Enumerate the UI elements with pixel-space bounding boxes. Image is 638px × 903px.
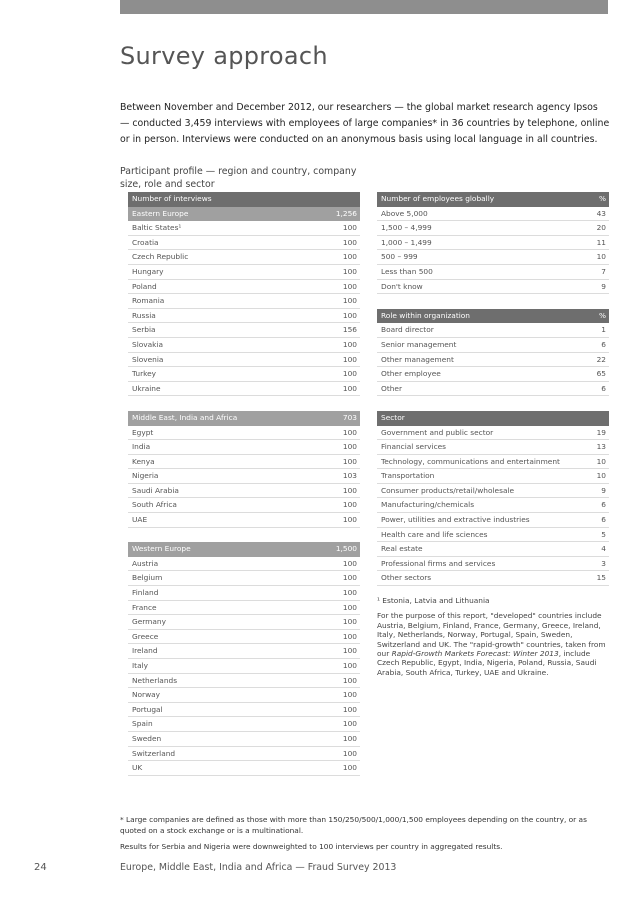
region-row-label: Eastern Europe	[132, 208, 189, 218]
table-row	[128, 469, 360, 484]
table-gap	[377, 396, 609, 411]
table-row-label: Other	[381, 383, 402, 393]
table-row-value: 100	[342, 237, 357, 247]
table-row-label: Hungary	[132, 266, 164, 276]
table-gap	[377, 294, 609, 309]
table-row	[128, 732, 360, 747]
table-row	[128, 688, 360, 703]
table-row	[128, 703, 360, 718]
top-bar	[120, 0, 608, 14]
table-row-value: 15	[596, 573, 606, 583]
table-row-label: Baltic States¹	[132, 223, 182, 233]
table-row-value: 103	[342, 471, 357, 481]
table-row	[128, 455, 360, 470]
table-row-value: 3	[601, 558, 606, 568]
table-row	[128, 250, 360, 265]
table-header-value: %	[598, 194, 606, 203]
table-row-label: Greece	[132, 631, 159, 641]
table-row	[128, 265, 360, 280]
table-row-label: Senior management	[381, 339, 457, 349]
note-developed: For the purpose of this report, "developed" countries include Austria, Belgium, Finland, France, Germany, Greece, Ireland, Italy, Netherlands, Norway, Portugal, Spain, Sweden, Switzerland and UK. The "rapid-growth" countries, taken from our Rapid-Growth Markets Forecast: Winter 2013, include Czech Republic, Egypt, India, Nigeria, Poland, Russia, Saudi Arabia, South Africa, Turkey, UAE and Ukraine.	[377, 611, 606, 677]
table-row-value: 13	[596, 442, 606, 452]
table-row-label: Sweden	[132, 733, 162, 743]
table-row-value: 6	[601, 515, 606, 525]
table-gap	[128, 528, 360, 543]
table-row-label: Other management	[381, 354, 454, 364]
table-row	[128, 615, 360, 630]
table-row	[128, 674, 360, 689]
region-row	[128, 542, 360, 557]
table-row-value: 100	[342, 748, 357, 758]
table-row	[377, 250, 609, 265]
table-row	[128, 440, 360, 455]
table-row-value: 100	[342, 281, 357, 291]
table-row-label: Italy	[132, 661, 149, 670]
table-row-value: 100	[342, 763, 357, 773]
table-row-value: 100	[342, 223, 357, 233]
profile-tables	[377, 192, 609, 586]
table-row-label: UAE	[132, 515, 148, 525]
table-row-label: Transportation	[381, 471, 435, 481]
table-row	[128, 557, 360, 572]
table-row	[128, 644, 360, 659]
table-row-value: 100	[342, 690, 357, 700]
table-row-label: Ireland	[132, 646, 158, 656]
table-row-value: 11	[596, 237, 606, 247]
table-row-value: 9	[601, 281, 606, 291]
table-row	[377, 557, 609, 572]
table-row-label: Kenya	[132, 456, 155, 466]
table-row-label: Slovakia	[132, 339, 164, 349]
table-row-label: 1,500 – 4,999	[381, 223, 432, 233]
table-row-label: South Africa	[132, 500, 177, 510]
region-row-label: Middle East, India and Africa	[132, 412, 238, 422]
table-row	[128, 323, 360, 338]
table-row-label: Government and public sector	[381, 427, 494, 437]
table-row-value: 4	[601, 544, 606, 554]
table-row-label: Financial services	[381, 442, 447, 452]
table-row	[128, 586, 360, 601]
table-header-label: Sector	[381, 412, 405, 422]
table-row-value: 6	[601, 383, 606, 393]
table-header	[377, 309, 609, 324]
table-row-label: Consumer products/retail/wholesale	[381, 485, 515, 495]
table-row-label: Ukraine	[132, 383, 161, 393]
region-row	[128, 207, 360, 222]
table-row-label: Austria	[132, 558, 159, 568]
interviews-table	[128, 192, 360, 776]
region-row-value: 703	[342, 412, 357, 422]
table-row	[377, 338, 609, 353]
table-row-label: India	[132, 442, 151, 452]
footnotes	[120, 814, 610, 857]
table-row-value: 100	[342, 442, 357, 452]
table-header-label: Number of employees globally	[381, 194, 495, 203]
table-row-value: 100	[342, 602, 357, 612]
table-row-label: Nigeria	[132, 471, 159, 481]
table-row-label: Egypt	[132, 427, 154, 437]
table-row-label: 500 – 999	[381, 252, 418, 262]
table-row-value: 100	[342, 500, 357, 510]
table-row-label: Above 5,000	[381, 208, 428, 218]
table-row-label: UK	[132, 763, 143, 773]
table-row-label: Less than 500	[381, 266, 433, 276]
table-row-value: 10	[596, 252, 606, 262]
participant-profile-label: Participant profile — region and country, company size, role and sector	[120, 166, 357, 190]
table-row-value: 22	[596, 354, 606, 364]
table-row-label: Russia	[132, 310, 156, 320]
table-row-value: 100	[342, 310, 357, 320]
table-row-value: 10	[596, 471, 606, 481]
region-row	[128, 411, 360, 426]
table-row-value: 100	[342, 383, 357, 393]
table-row-label: Germany	[132, 617, 166, 627]
table-row-label: Spain	[132, 719, 153, 729]
table-row	[128, 338, 360, 353]
table-row-value: 65	[596, 369, 606, 379]
table-header-label: Role within organization	[381, 310, 470, 320]
table-row	[377, 455, 609, 470]
table-row-label: Romania	[132, 296, 165, 306]
table-row	[128, 601, 360, 616]
table-row-value: 100	[342, 456, 357, 466]
table-row-label: Poland	[132, 281, 157, 291]
table-header-value: %	[598, 310, 606, 320]
note-baltic: ¹ Estonia, Latvia and Lithuania	[377, 596, 490, 605]
table-row	[377, 498, 609, 513]
table-row-label: Real estate	[381, 544, 423, 554]
table-row-value: 100	[342, 427, 357, 437]
table-row-value: 7	[601, 266, 606, 276]
table-row-value: 6	[601, 500, 606, 510]
table-row-label: France	[132, 602, 157, 612]
table-row	[128, 513, 360, 528]
table-row-value: 156	[342, 325, 357, 335]
table-row-value: 5	[601, 529, 606, 539]
table-row-label: Finland	[132, 588, 159, 598]
table-row	[128, 761, 360, 776]
running-title: Europe, Middle East, India and Africa — Fraud Survey 2013	[120, 862, 397, 873]
table-row	[128, 630, 360, 645]
table-row	[377, 382, 609, 397]
page-title: Survey approach	[120, 42, 328, 70]
table-row-value: 100	[342, 252, 357, 262]
table-row	[377, 367, 609, 382]
table-header-label: Number of interviews	[132, 194, 212, 203]
table-row-label: Norway	[132, 690, 161, 700]
table-row	[377, 207, 609, 222]
table-row-label: Turkey	[132, 369, 157, 379]
table-notes	[377, 596, 609, 683]
table-row-value: 10	[596, 456, 606, 466]
table-row	[377, 513, 609, 528]
table-row	[377, 221, 609, 236]
table-row-label: Manufacturing/chemicals	[381, 500, 475, 510]
intro-paragraph: Between November and December 2012, our researchers — the global market research agency Ipsos — conducted 3,459 interviews with employees of large companies* in 36 countries by telephone, online or in person. Interviews were conducted on an anonymous basis using local language in all countries.	[120, 102, 610, 145]
table-row-label: Croatia	[132, 237, 159, 247]
region-row-label: Western Europe	[132, 544, 191, 554]
table-row-label: Belgium	[132, 573, 163, 583]
region-row-value: 1,256	[335, 208, 357, 218]
table-row	[377, 426, 609, 441]
table-row-label: 1,000 – 1,499	[381, 237, 432, 247]
table-row-value: 100	[342, 515, 357, 525]
table-row-value: 100	[342, 485, 357, 495]
table-header	[128, 192, 360, 207]
table-row-value: 100	[342, 573, 357, 583]
table-row-label: Health care and life sciences	[381, 529, 488, 539]
table-row	[377, 484, 609, 499]
table-row-label: Don't know	[381, 281, 423, 291]
table-row-label: Other sectors	[381, 573, 432, 583]
table-row	[377, 323, 609, 338]
table-row	[128, 571, 360, 586]
table-row	[128, 484, 360, 499]
table-row-label: Professional firms and services	[381, 558, 496, 568]
table-row-value: 1	[601, 325, 606, 335]
table-row-value: 20	[596, 223, 606, 233]
table-row-label: Saudi Arabia	[132, 485, 179, 495]
table-row-label: Board director	[381, 325, 434, 335]
table-row-value: 100	[342, 631, 357, 641]
table-row	[377, 440, 609, 455]
table-row-label: Serbia	[132, 325, 156, 335]
table-row-label: Czech Republic	[132, 252, 189, 262]
page-number: 24	[34, 862, 47, 873]
table-row	[377, 265, 609, 280]
table-header	[377, 411, 609, 426]
table-row-value: 19	[596, 427, 606, 437]
table-header	[377, 192, 609, 207]
table-row	[377, 542, 609, 557]
table-row-value: 6	[601, 339, 606, 349]
table-row	[128, 426, 360, 441]
table-row-label: Switzerland	[132, 748, 176, 758]
table-row	[377, 353, 609, 368]
table-row-value: 9	[601, 485, 606, 495]
table-row	[128, 309, 360, 324]
table-row-value: 100	[342, 296, 357, 306]
table-row	[128, 717, 360, 732]
table-row	[128, 747, 360, 762]
table-row	[377, 469, 609, 484]
footnote-downweighted: Results for Serbia and Nigeria were downweighted to 100 interviews per country in aggregated results.	[120, 842, 503, 851]
table-row	[128, 353, 360, 368]
table-row	[128, 221, 360, 236]
region-row-value: 1,500	[335, 544, 357, 554]
table-row-value: 100	[342, 369, 357, 379]
table-row	[377, 280, 609, 295]
table-row	[128, 367, 360, 382]
table-row-value: 100	[342, 646, 357, 656]
table-row	[377, 571, 609, 586]
table-row-value: 100	[342, 266, 357, 276]
table-row-value: 100	[342, 354, 357, 364]
table-row-label: Portugal	[132, 704, 163, 714]
table-row	[128, 382, 360, 397]
table-row	[377, 236, 609, 251]
table-gap	[128, 396, 360, 411]
table-row-value: 100	[342, 588, 357, 598]
table-row-label: Netherlands	[132, 675, 178, 685]
table-row-value: 100	[342, 675, 357, 685]
table-row	[128, 659, 360, 674]
table-row-value: 43	[596, 208, 606, 218]
table-row-value: 100	[342, 719, 357, 729]
table-row-value: 100	[342, 339, 357, 349]
table-row-value: 100	[342, 661, 357, 670]
table-row	[128, 498, 360, 513]
table-row	[128, 280, 360, 295]
table-row	[128, 236, 360, 251]
table-row-value: 100	[342, 617, 357, 627]
table-row-value: 100	[342, 733, 357, 743]
table-row-label: Slovenia	[132, 354, 164, 364]
table-row-label: Technology, communications and entertainment	[381, 456, 560, 466]
table-row-value: 100	[342, 558, 357, 568]
table-row-value: 100	[342, 704, 357, 714]
table-row	[128, 294, 360, 309]
table-row-label: Other employee	[381, 369, 441, 379]
table-row-label: Power, utilities and extractive industries	[381, 515, 530, 525]
footnote-large-companies: * Large companies are defined as those with more than 150/250/500/1,000/1,500 employees depending on the country, or as quoted on a stock exchange or is a multinational.	[120, 815, 587, 835]
table-row	[377, 528, 609, 543]
